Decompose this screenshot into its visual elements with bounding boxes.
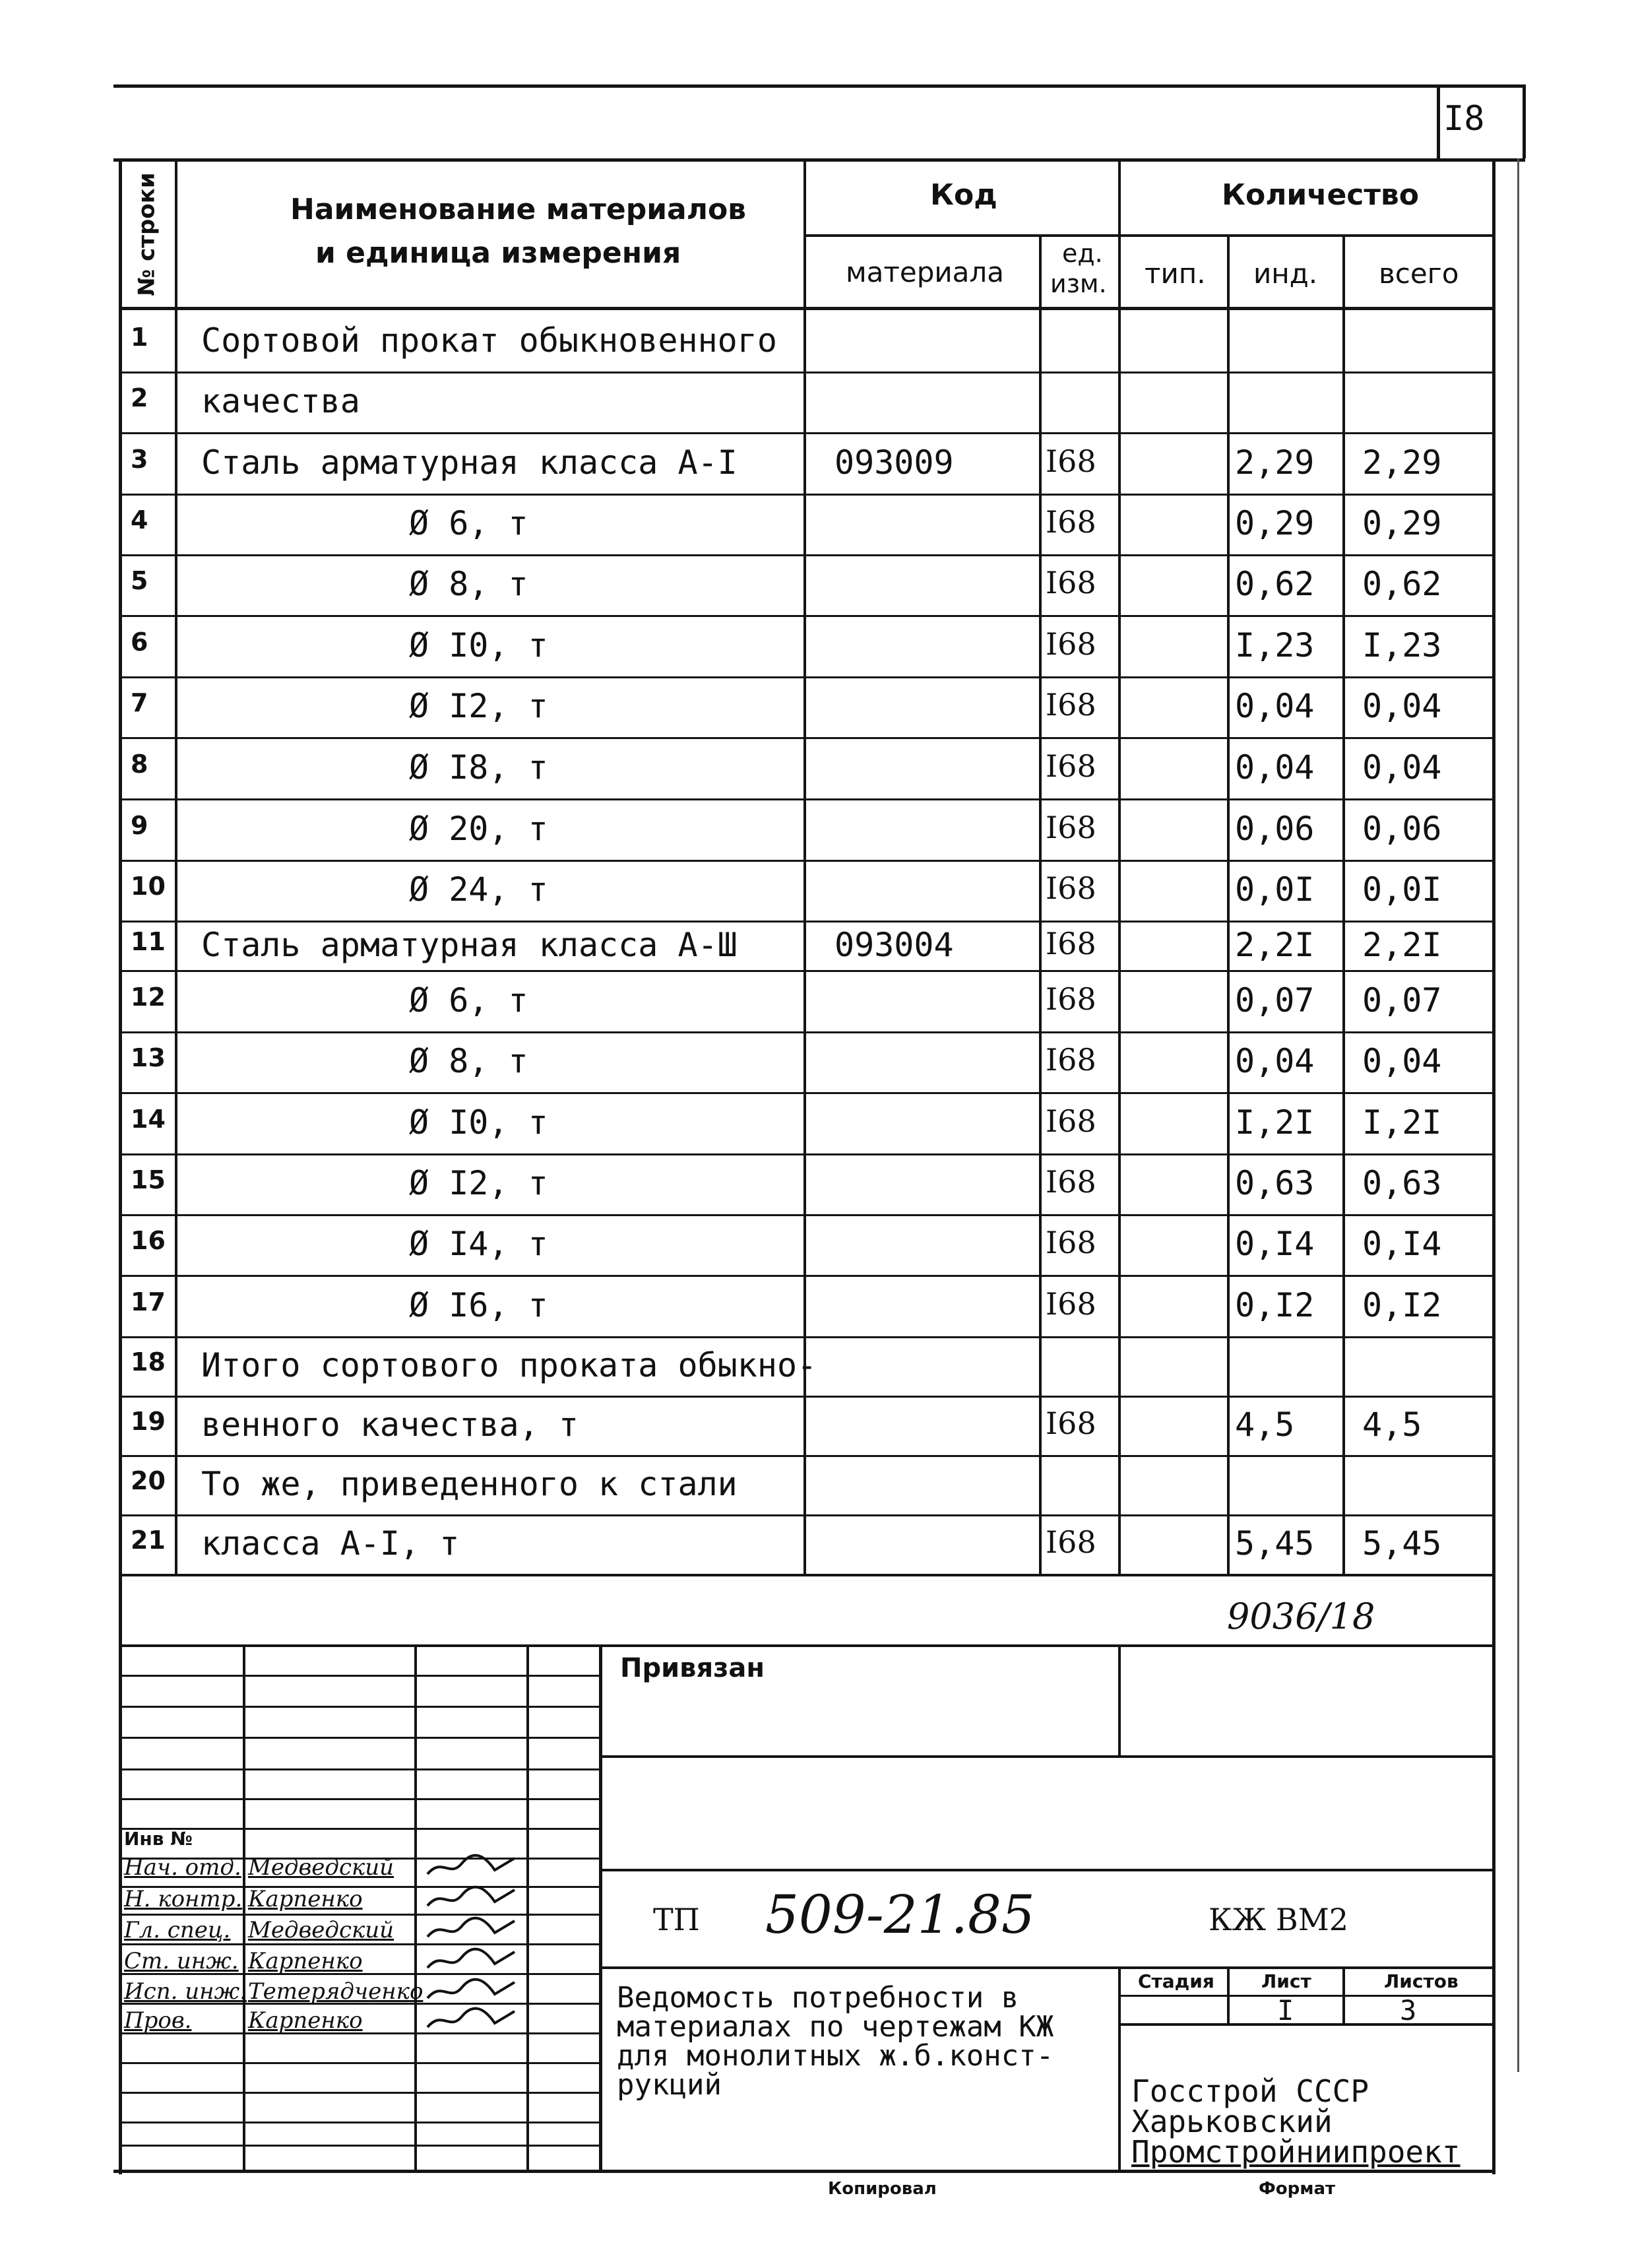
qty-ind: 0,04: [1235, 687, 1315, 725]
title-block-bottom: [113, 2170, 1495, 2173]
row-number: 12: [131, 982, 166, 1012]
signature-scribble-icon: [422, 1914, 521, 1943]
row-separator: [119, 798, 1495, 800]
material-code: 093009: [834, 443, 954, 482]
row-separator: [119, 1153, 1495, 1155]
signature-name: Карпенко: [248, 1886, 363, 1912]
unit-code: I68: [1046, 443, 1096, 479]
material-name: Ø I8, т: [409, 748, 548, 787]
material-name: класса А-I, т: [201, 1524, 460, 1563]
qty-ind: 0,29: [1235, 504, 1315, 542]
format-label: Формат: [1259, 2179, 1336, 2199]
sheet-label: Лист: [1261, 1970, 1311, 1992]
doc-number-bottom: [599, 1966, 1495, 1969]
row-number: 19: [131, 1407, 166, 1436]
signature-name: Медведский: [248, 1854, 394, 1881]
qty-ind: 0,0I: [1235, 870, 1315, 909]
qty-total: 2,2I: [1362, 925, 1442, 964]
org-line3: Промстройниипроект: [1131, 2134, 1461, 2170]
qty-total: 0,63: [1362, 1164, 1442, 1202]
row-number-header: № строки: [133, 172, 160, 296]
signature-row-line: [119, 1914, 600, 1916]
col-line-6: [1342, 234, 1345, 1574]
unit-code: I68: [1046, 626, 1096, 662]
material-name: Ø I0, т: [409, 626, 548, 664]
signature-name: Медведский: [248, 1917, 394, 1943]
signature-scribble-icon: [422, 1852, 521, 1881]
signature-name: Карпенко: [248, 2007, 363, 2034]
signature-row-line: [119, 2092, 600, 2094]
row-separator: [119, 860, 1495, 862]
qty-ind: 0,04: [1235, 1042, 1315, 1080]
table-right-outer: [1517, 158, 1519, 2072]
page-number-box-right: [1523, 84, 1526, 158]
signature-scribble-icon: [422, 1883, 521, 1912]
sheets-label: Листов: [1384, 1970, 1459, 1992]
name-header-line1: Наименование материалов: [290, 193, 747, 226]
qty-ind: 4,5: [1235, 1406, 1295, 1444]
header-mid-line: [803, 234, 1495, 237]
typ-header: тип.: [1145, 257, 1206, 290]
row-separator: [119, 1214, 1495, 1216]
unit-code: I68: [1046, 1164, 1096, 1200]
unit-code: I68: [1046, 687, 1096, 723]
doc-prefix: ТП: [653, 1902, 700, 1937]
unit-code: I68: [1046, 748, 1096, 784]
signature-scribble-icon: [422, 1945, 521, 1974]
name-header-line2: и единица измерения: [315, 236, 681, 270]
signature-row-line: [119, 1768, 600, 1770]
row-number: 13: [131, 1043, 166, 1072]
qty-total: 5,45: [1362, 1524, 1442, 1563]
signature-role: Нач. отд.: [124, 1854, 241, 1881]
material-name: Ø 20, т: [409, 809, 548, 848]
signature-row-line: [119, 1675, 600, 1677]
row-separator: [119, 1336, 1495, 1338]
material-name: То же, приведенного к стали: [201, 1465, 738, 1503]
row-number: 15: [131, 1165, 166, 1194]
ind-header: инд.: [1253, 257, 1318, 290]
material-name: Сталь арматурная класса А-Ш: [201, 925, 738, 964]
qty-ind: I,23: [1235, 626, 1315, 664]
qty-total: 0,04: [1362, 1042, 1442, 1080]
material-name: Ø I2, т: [409, 1164, 548, 1202]
col-line-5: [1227, 234, 1230, 1574]
row-number: 4: [131, 505, 148, 535]
qty-total: 0,06: [1362, 809, 1442, 848]
material-name: Ø I6, т: [409, 1285, 548, 1324]
header-bottom-line: [119, 307, 1495, 310]
qty-total: 4,5: [1362, 1406, 1422, 1444]
row-number: 3: [131, 444, 148, 474]
copied-label: Копировал: [828, 2179, 937, 2199]
unit-code: I68: [1046, 1042, 1096, 1078]
row-separator: [119, 554, 1495, 556]
qty-total: 0,04: [1362, 748, 1442, 787]
qty-total: 0,29: [1362, 504, 1442, 542]
qty-ind: 2,2I: [1235, 925, 1315, 964]
row-number: 7: [131, 688, 148, 717]
signature-role: Исп. инж.: [124, 1978, 247, 2005]
bound-bottom: [599, 1755, 1495, 1758]
material-name: качества: [201, 382, 360, 420]
row-separator: [119, 372, 1495, 373]
top-border: [113, 84, 1525, 88]
description-line2: материалах по чертежам КЖ: [617, 2010, 1054, 2044]
material-name: Ø 8, т: [409, 565, 528, 603]
qty-total: 0,0I: [1362, 870, 1442, 909]
description-line3: для монолитных ж.б.конст-: [617, 2039, 1054, 2073]
row-separator: [119, 676, 1495, 678]
org-line2: Харьковский: [1131, 2104, 1333, 2139]
qty-ind: 0,06: [1235, 809, 1315, 848]
material-code: 093004: [834, 925, 954, 964]
col-line-1: [175, 158, 177, 1574]
table-left: [119, 158, 122, 2174]
material-name: Ø 24, т: [409, 870, 548, 909]
col-line-3: [1039, 234, 1042, 1574]
sheets-value: 3: [1400, 1994, 1417, 2026]
signature-row-line: [119, 2122, 600, 2123]
doc-suffix: КЖ ВМ2: [1209, 1902, 1349, 1937]
title-block-top: [119, 1644, 1495, 1647]
unit-code: I68: [1046, 1225, 1096, 1260]
org-top: [1118, 2023, 1495, 2026]
material-name: венного качества, т: [201, 1406, 579, 1444]
org-line1: Госстрой СССР: [1131, 2073, 1369, 2109]
row-number: 20: [131, 1466, 166, 1495]
quantity-header: Количество: [1222, 178, 1419, 212]
row-separator: [119, 1275, 1495, 1277]
qty-total: 0,I2: [1362, 1285, 1442, 1324]
qty-ind: 0,I4: [1235, 1225, 1315, 1263]
row-separator: [119, 615, 1495, 617]
description-line4: рукций: [617, 2068, 722, 2102]
row-separator: [119, 1092, 1495, 1094]
sig-col-4: [599, 1644, 602, 2170]
signature-row-line: [119, 2145, 600, 2147]
unit-header-line2: изм.: [1050, 269, 1107, 298]
total-header: всего: [1379, 257, 1459, 290]
col-line-4: [1118, 158, 1121, 1574]
qty-ind: I,2I: [1235, 1103, 1315, 1142]
qty-ind: 0,07: [1235, 981, 1315, 1020]
qty-total: I,2I: [1362, 1103, 1442, 1142]
unit-header-line1: ед.: [1062, 239, 1103, 268]
qty-ind: 0,04: [1235, 748, 1315, 787]
unit-code: I68: [1046, 1406, 1096, 1441]
unit-code: I68: [1046, 1285, 1096, 1322]
signature-role: Ст. инж.: [124, 1948, 239, 1974]
stage-col-left: [1118, 1966, 1121, 2170]
table-right: [1492, 158, 1495, 2174]
unit-code: I68: [1046, 925, 1096, 961]
sig-col-3: [526, 1644, 529, 2170]
signature-scribble-icon: [422, 1976, 521, 2005]
doc-number: 509-21.85: [765, 1884, 1035, 1945]
signature-row-line: [119, 1706, 600, 1708]
bound-label: Привязан: [620, 1653, 765, 1683]
signature-name: Карпенко: [248, 1948, 363, 1974]
sig-col-2: [414, 1644, 417, 2170]
material-header: материала: [846, 256, 1005, 288]
row-separator: [119, 1031, 1495, 1033]
row-separator: [119, 494, 1495, 496]
doc-number-top: [599, 1869, 1495, 1871]
qty-total: 0,04: [1362, 687, 1442, 725]
signature-row-line: [119, 1737, 600, 1739]
row-number: 16: [131, 1226, 166, 1255]
material-name: Итого сортового проката обыкно-: [201, 1346, 817, 1384]
inv-label: Инв №: [124, 1828, 193, 1850]
material-name: Ø I4, т: [409, 1225, 548, 1263]
description-line1: Ведомость потребности в: [617, 1981, 1019, 2015]
row-number: 21: [131, 1526, 166, 1555]
row-separator: [119, 1514, 1495, 1516]
signature-scribble-icon: [422, 2005, 521, 2034]
row-number: 11: [131, 926, 166, 956]
table-body-bottom: [119, 1574, 1495, 1576]
material-name: Ø 6, т: [409, 504, 528, 542]
page-number: I8: [1443, 99, 1485, 139]
unit-code: I68: [1046, 565, 1096, 600]
qty-total: 0,07: [1362, 981, 1442, 1020]
row-separator: [119, 737, 1495, 739]
row-number: 1: [131, 322, 148, 352]
sig-col-1: [243, 1644, 245, 2170]
row-number: 6: [131, 627, 148, 657]
row-number: 5: [131, 566, 148, 595]
unit-code: I68: [1046, 1103, 1096, 1139]
signature-role: Гл. спец.: [124, 1917, 231, 1943]
signature-row-line: [119, 1943, 600, 1945]
row-number: 10: [131, 872, 166, 901]
stage-label: Стадия: [1138, 1970, 1214, 1992]
row-separator: [119, 432, 1495, 434]
material-name: Ø I0, т: [409, 1103, 548, 1142]
qty-ind: 0,I2: [1235, 1285, 1315, 1324]
table-top: [113, 158, 1525, 162]
unit-code: I68: [1046, 1524, 1096, 1560]
material-name: Сталь арматурная класса А-I: [201, 443, 738, 482]
row-separator: [119, 970, 1495, 972]
page-number-box-left: [1437, 84, 1440, 158]
qty-total: 0,62: [1362, 565, 1442, 603]
row-number: 17: [131, 1287, 166, 1316]
qty-ind: 0,62: [1235, 565, 1315, 603]
qty-total: I,23: [1362, 626, 1442, 664]
material-name: Ø 6, т: [409, 981, 528, 1020]
row-number: 2: [131, 383, 148, 412]
row-number: 14: [131, 1104, 166, 1134]
material-name: Ø I2, т: [409, 687, 548, 725]
signature-row-line: [119, 1798, 600, 1800]
qty-total: 0,I4: [1362, 1225, 1442, 1263]
row-separator: [119, 921, 1495, 923]
inventory-note: 9036/18: [1227, 1596, 1375, 1637]
qty-ind: 2,29: [1235, 443, 1315, 482]
unit-code: I68: [1046, 870, 1096, 906]
material-name: Сортовой прокат обыкновенного: [201, 321, 777, 360]
qty-ind: 0,63: [1235, 1164, 1315, 1202]
unit-code: I68: [1046, 809, 1096, 845]
unit-code: I68: [1046, 504, 1096, 540]
signature-role: Пров.: [124, 2007, 192, 2034]
sheet-value: I: [1277, 1994, 1294, 2026]
qty-ind: 5,45: [1235, 1524, 1315, 1563]
signature-role: Н. контр.: [124, 1886, 243, 1912]
unit-code: I68: [1046, 981, 1096, 1017]
code-header: Код: [930, 178, 997, 212]
material-name: Ø 8, т: [409, 1042, 528, 1080]
row-number: 9: [131, 810, 148, 840]
row-separator: [119, 1396, 1495, 1398]
row-separator: [119, 1455, 1495, 1457]
stage-label-line: [1118, 1995, 1495, 1997]
bound-divider: [1118, 1644, 1121, 1755]
qty-total: 2,29: [1362, 443, 1442, 482]
signature-name: Тетерядченко: [248, 1978, 424, 2005]
row-number: 18: [131, 1347, 166, 1377]
row-number: 8: [131, 749, 148, 779]
signature-row-line: [119, 2062, 600, 2064]
